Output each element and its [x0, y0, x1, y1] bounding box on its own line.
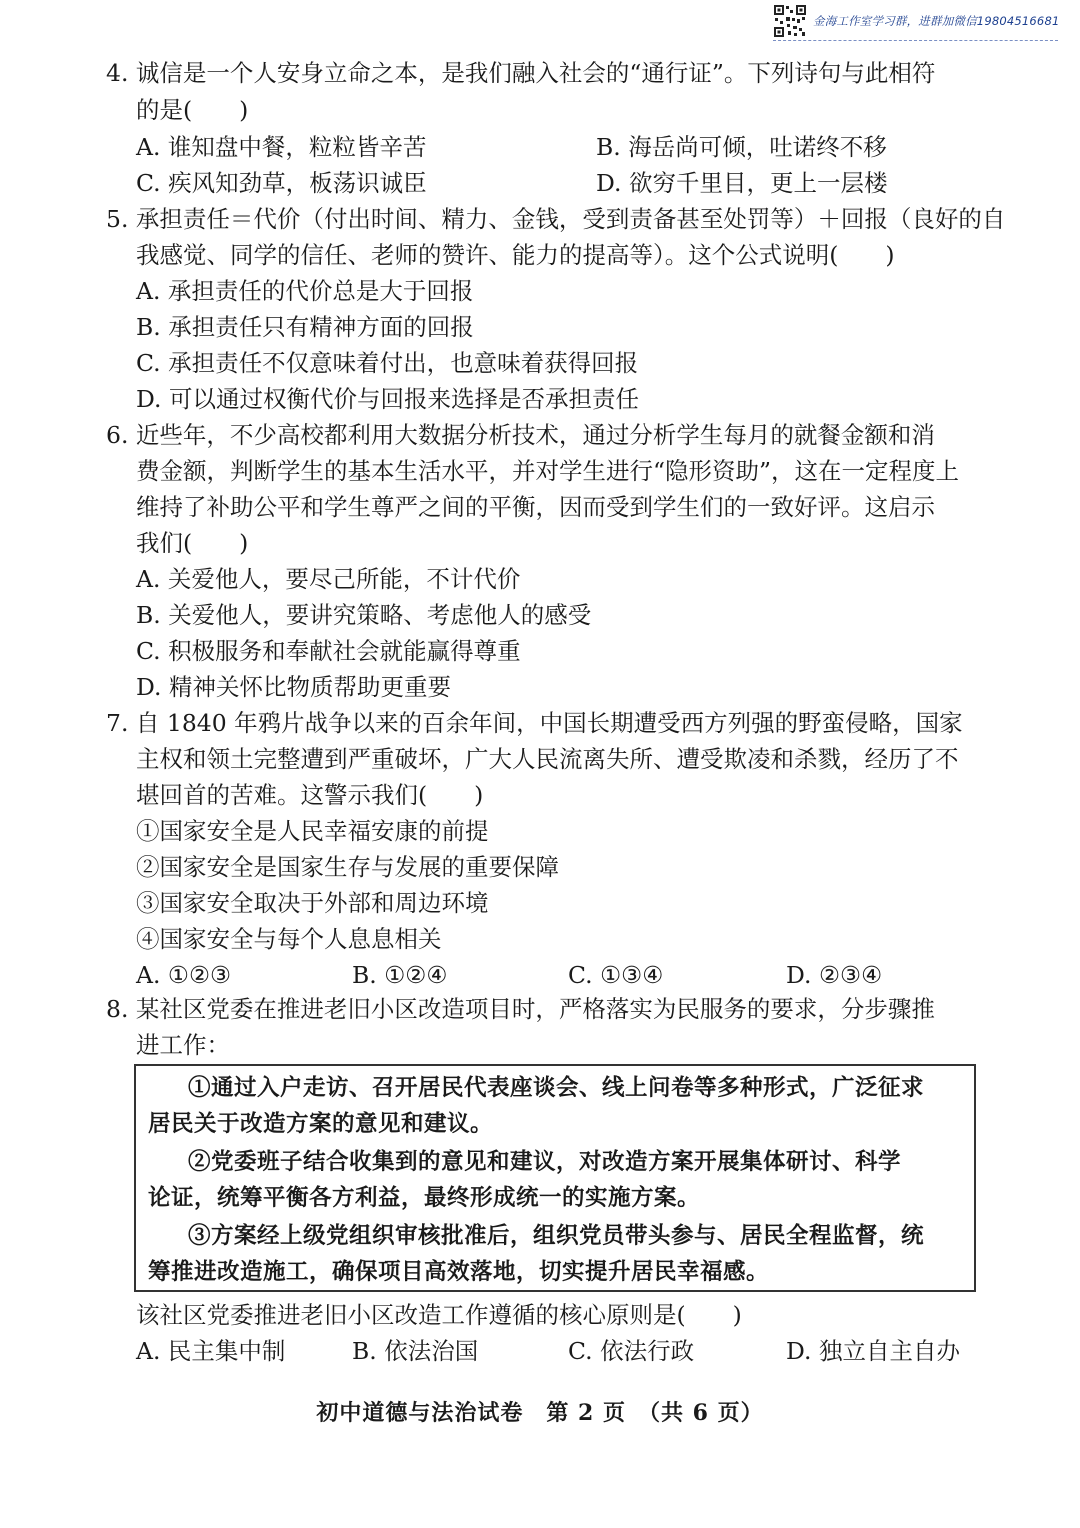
q6-stem-line1: 6. 近些年，不少高校都利用大数据分析技术，通过分析学生每月的就餐金额和消: [106, 421, 935, 449]
q7-statement-2: ②国家安全是国家生存与发展的重要保障: [136, 853, 559, 881]
q7-option-d: D. ②③④: [786, 961, 883, 989]
q4-stem-line2: 的是( ): [136, 96, 249, 124]
header-watermark: [773, 4, 1058, 42]
q5-stem-line2: 我感觉、同学的信任、老师的赞许、能力的提高等）。这个公式说明( ): [136, 241, 895, 269]
q4-option-d: D. 欲穷千里目，更上一层楼: [596, 169, 888, 197]
q8-material-1a: ①通过入户走访、召开居民代表座谈会、线上问卷等多种形式，广泛征求: [188, 1075, 925, 1101]
q5-option-c: C. 承担责任不仅意味着付出，也意味着获得回报: [136, 349, 639, 377]
q6-option-a: A. 关爱他人，要尽己所能，不计代价: [136, 565, 521, 593]
q8-option-c: C. 依法行政: [568, 1337, 695, 1365]
q8-stem-line1: 8. 某社区党委在推进老旧小区改造项目时，严格落实为民服务的要求，分步骤推: [106, 995, 935, 1023]
q7-stem-line3: 堪回首的苦难。这警示我们( ): [136, 781, 484, 809]
q7-option-c: C. ①③④: [568, 961, 664, 989]
header-divider: [773, 40, 1058, 41]
q8-option-d: D. 独立自主自办: [786, 1337, 960, 1365]
q4-stem-line1: 4. 诚信是一个人安身立命之本，是我们融入社会的“通行证”。下列诗句与此相符: [106, 59, 936, 87]
q4-option-c: C. 疾风知劲草，板荡识诚臣: [136, 169, 427, 197]
header-text: 金海工作室学习群，进群加微信19804516681: [813, 14, 1060, 28]
q6-stem-line4: 我们( ): [136, 529, 249, 557]
q4-option-a: A. 谁知盘中餐，粒粒皆辛苦: [136, 133, 427, 161]
q5-option-b: B. 承担责任只有精神方面的回报: [136, 313, 474, 341]
q8-material-3b: 筹推进改造施工，确保项目高效落地，切实提升居民幸福感。: [148, 1259, 770, 1285]
q8-material-3a: ③方案经上级党组织审核批准后，组织党员带头参与、居民全程监督，统: [188, 1223, 925, 1249]
q8-stem-line2: 进工作：: [136, 1031, 230, 1059]
q5-stem-line1: 5. 承担责任＝代价（付出时间、精力、金钱，受到责备甚至处罚等）＋回报（良好的自: [106, 205, 1006, 233]
q4-option-b: B. 海岳尚可倾，吐诺终不移: [596, 133, 887, 161]
q8-material-2b: 论证，统筹平衡各方利益，最终形成统一的实施方案。: [148, 1185, 701, 1211]
q7-statement-3: ③国家安全取决于外部和周边环境: [136, 889, 489, 917]
q8-material-2a: ②党委班子结合收集到的意见和建议，对改造方案开展集体研讨、科学: [188, 1149, 902, 1175]
q7-stem-line1: 7. 自 1840 年鸦片战争以来的百余年间，中国长期遭受西方列强的野蛮侵略，国家: [106, 709, 963, 737]
q6-option-b: B. 关爱他人，要讲究策略、考虑他人的感受: [136, 601, 592, 629]
q5-option-d: D. 可以通过权衡代价与回报来选择是否承担责任: [136, 385, 639, 413]
q7-statement-1: ①国家安全是人民幸福安康的前提: [136, 817, 489, 845]
qr-code-icon: [773, 4, 807, 38]
q5-option-a: A. 承担责任的代价总是大于回报: [136, 277, 474, 305]
q8-material-1b: 居民关于改造方案的意见和建议。: [148, 1111, 494, 1137]
page-footer: 初中道德与法治试卷 第 2 页 （共 6 页）: [316, 1400, 764, 1426]
q6-stem-line3: 维持了补助公平和学生尊严之间的平衡，因而受到学生们的一致好评。这启示: [136, 493, 935, 521]
q6-option-d: D. 精神关怀比物质帮助更重要: [136, 673, 451, 701]
q8-option-b: B. 依法治国: [352, 1337, 479, 1365]
q8-option-a: A. 民主集中制: [136, 1337, 286, 1365]
q8-material-box: [134, 1064, 976, 1292]
q7-option-a: A. ①②③: [136, 961, 232, 989]
q8-question-stem: 该社区党委推进老旧小区改造工作遵循的核心原则是( ): [136, 1301, 742, 1329]
q6-option-c: C. 积极服务和奉献社会就能赢得尊重: [136, 637, 521, 665]
q7-statement-4: ④国家安全与每个人息息相关: [136, 925, 442, 953]
q6-stem-line2: 费金额，判断学生的基本生活水平，并对学生进行“隐形资助”，这在一定程度上: [136, 457, 960, 485]
q7-stem-line2: 主权和领土完整遭到严重破坏，广大人民流离失所、遭受欺凌和杀戮，经历了不: [136, 745, 959, 773]
q7-option-b: B. ①②④: [352, 961, 448, 989]
